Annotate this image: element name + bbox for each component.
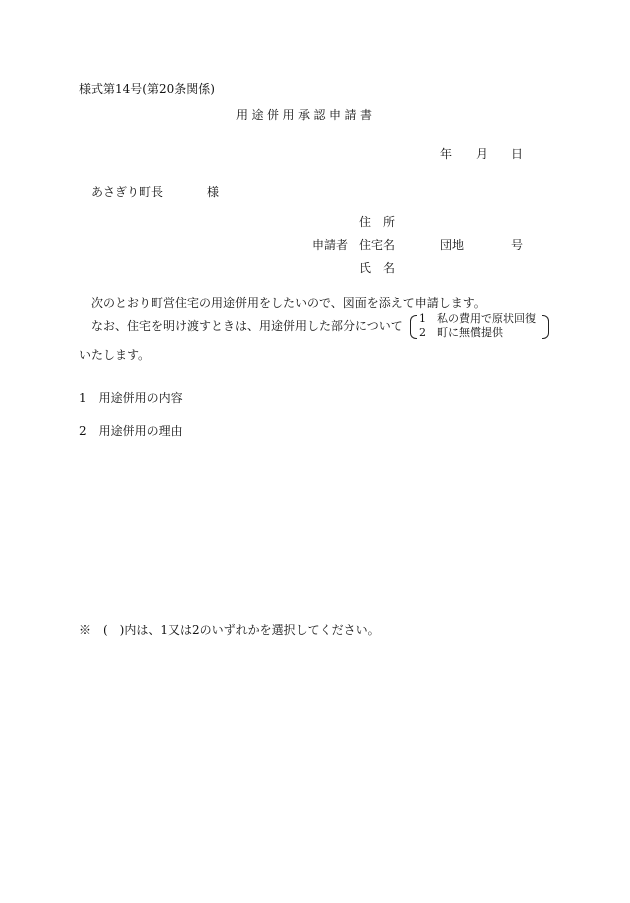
item-usage-content: 1 用途併用の内容 — [79, 391, 183, 405]
addressee-name: あさぎり町長 — [91, 185, 164, 199]
applicant-address-label: 住 所 — [359, 215, 396, 229]
option-1: 1 私の費用で原状回復 — [419, 312, 536, 325]
applicant-housing-label: 住宅名 — [359, 238, 396, 252]
addressee-honorific: 様 — [207, 185, 220, 199]
date-day-label: 日 — [511, 147, 524, 161]
body-line-1: 次のとおり町営住宅の用途併用をしたいので、図面を添えて申請します。 — [91, 296, 486, 310]
body-line-2: なお、住宅を明け渡すときは、用途併用した部分について — [91, 319, 403, 333]
selection-note: ※ ( )内は、1又は2のいずれかを選択してください。 — [79, 623, 380, 637]
date-year-label: 年 — [440, 147, 453, 161]
date-month-label: 月 — [476, 147, 489, 161]
option-bracket-right — [542, 315, 549, 339]
applicant-name-label: 氏 名 — [359, 261, 396, 275]
form-number: 様式第14号(第20条関係) — [79, 82, 215, 96]
body-line-3: いたします。 — [79, 348, 151, 362]
applicant-complex-label: 団地 — [440, 238, 465, 252]
applicant-label: 申請者 — [312, 238, 349, 252]
item-usage-reason: 2 用途併用の理由 — [79, 424, 183, 438]
option-bracket-left — [410, 315, 417, 339]
form-title: 用途併用承認申請書 — [236, 108, 376, 122]
applicant-number-label: 号 — [511, 238, 524, 252]
option-2: 2 町に無償提供 — [419, 326, 503, 339]
